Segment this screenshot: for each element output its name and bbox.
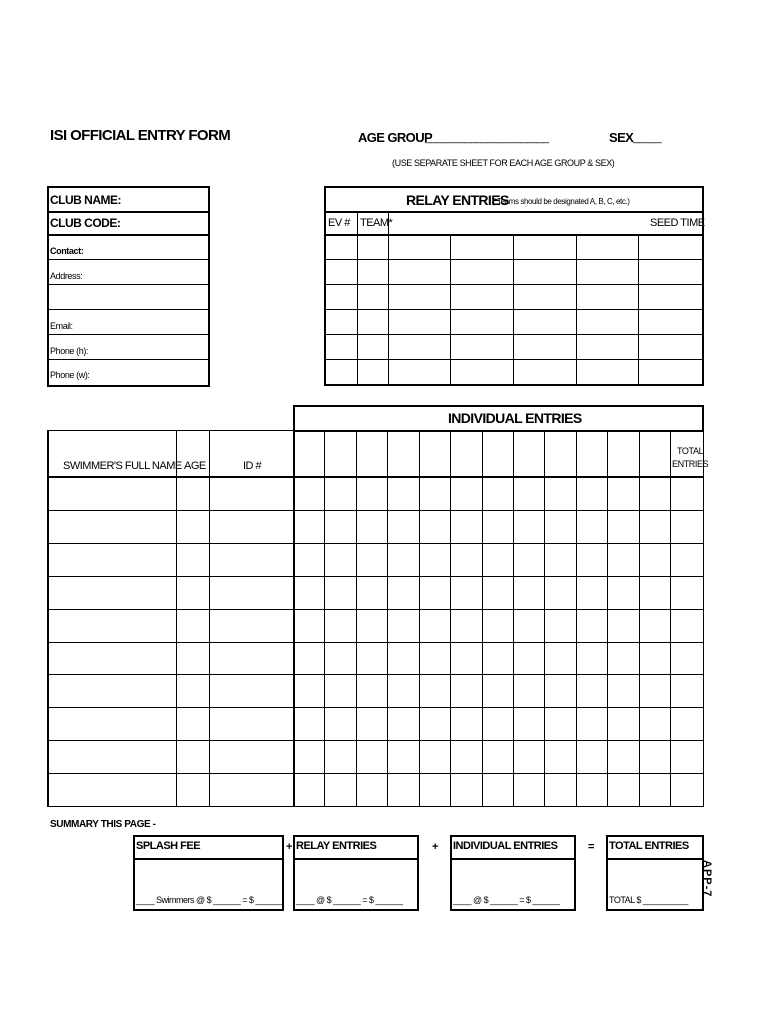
event-column-divider <box>639 431 640 807</box>
table-row-divider <box>47 707 704 708</box>
plus-sign-2: + <box>432 841 439 853</box>
relay-note: (*Teams should be designated A, B, C, etc.) <box>492 197 630 206</box>
club-name-label: CLUB NAME: <box>50 193 121 207</box>
summary-label: SUMMARY THIS PAGE - <box>50 819 156 830</box>
table-row-divider <box>47 674 704 675</box>
club-code-label: CLUB CODE: <box>50 216 121 230</box>
total-formula[interactable]: TOTAL $ __________ <box>609 895 688 905</box>
event-column-divider <box>670 431 671 807</box>
event-column-divider <box>356 431 357 807</box>
table-row-divider <box>47 609 704 610</box>
table-row-divider <box>47 773 704 774</box>
individual-entries-formula[interactable]: ____ @ $ ______ = $ ______ <box>453 895 560 905</box>
col-total-line1: TOTAL <box>677 446 704 456</box>
address-label: Address: <box>50 271 83 281</box>
event-column-divider <box>513 431 514 807</box>
age-group-label: AGE GROUP <box>358 130 433 145</box>
phone-home-label: Phone (h): <box>50 346 89 356</box>
relay-col-team: TEAM* <box>360 217 393 229</box>
table-row-divider <box>47 576 704 577</box>
side-page-code: APP-7 <box>701 860 713 898</box>
total-entries-label: TOTAL ENTRIES <box>609 840 689 852</box>
contact-label: Contact: <box>50 246 84 256</box>
relay-entries-box <box>324 186 704 386</box>
event-column-divider <box>419 431 420 807</box>
email-label: Email: <box>50 321 73 331</box>
table-row-divider <box>47 510 704 511</box>
col-swimmer-name: SWIMMER'S FULL NAME <box>63 460 182 472</box>
event-column-divider <box>387 431 388 807</box>
sex-label: SEX <box>609 130 634 145</box>
phone-work-label: Phone (w): <box>50 370 90 380</box>
splash-fee-formula[interactable]: ____ Swimmers @ $ ______ = $ ______ <box>136 895 283 905</box>
relay-col-seed-time: SEED TIME <box>650 217 705 229</box>
event-column-divider <box>607 431 608 807</box>
individual-title: INDIVIDUAL ENTRIES <box>448 410 582 426</box>
relay-col-ev: EV # <box>328 217 350 229</box>
equals-sign: = <box>588 841 595 853</box>
individual-entries-table <box>47 430 704 807</box>
form-title: ISI OFFICIAL ENTRY FORM <box>50 127 231 144</box>
event-column-divider <box>324 431 325 807</box>
event-column-divider <box>450 431 451 807</box>
relay-entries-formula[interactable]: ____ @ $ ______ = $ ______ <box>296 895 403 905</box>
age-group-blank[interactable]: ______________________ <box>425 132 549 144</box>
plus-sign-1: + <box>286 841 293 853</box>
relay-title: RELAY ENTRIES <box>406 192 509 208</box>
event-column-divider <box>544 431 545 807</box>
table-row-divider <box>47 543 704 544</box>
splash-fee-label: SPLASH FEE <box>136 840 201 852</box>
event-column-divider <box>576 431 577 807</box>
event-column-divider <box>482 431 483 807</box>
table-row-divider <box>47 642 704 643</box>
col-total-line2: ENTRIES <box>672 459 709 469</box>
col-id: ID # <box>243 460 262 472</box>
individual-entries-summary-label: INDIVIDUAL ENTRIES <box>453 840 558 852</box>
sex-blank[interactable]: _____ <box>633 132 662 144</box>
relay-entries-summary-label: RELAY ENTRIES <box>296 840 377 852</box>
col-age: AGE <box>184 460 206 472</box>
table-row-divider <box>47 740 704 741</box>
instruction-text: (USE SEPARATE SHEET FOR EACH AGE GROUP & SEX) <box>392 158 615 168</box>
